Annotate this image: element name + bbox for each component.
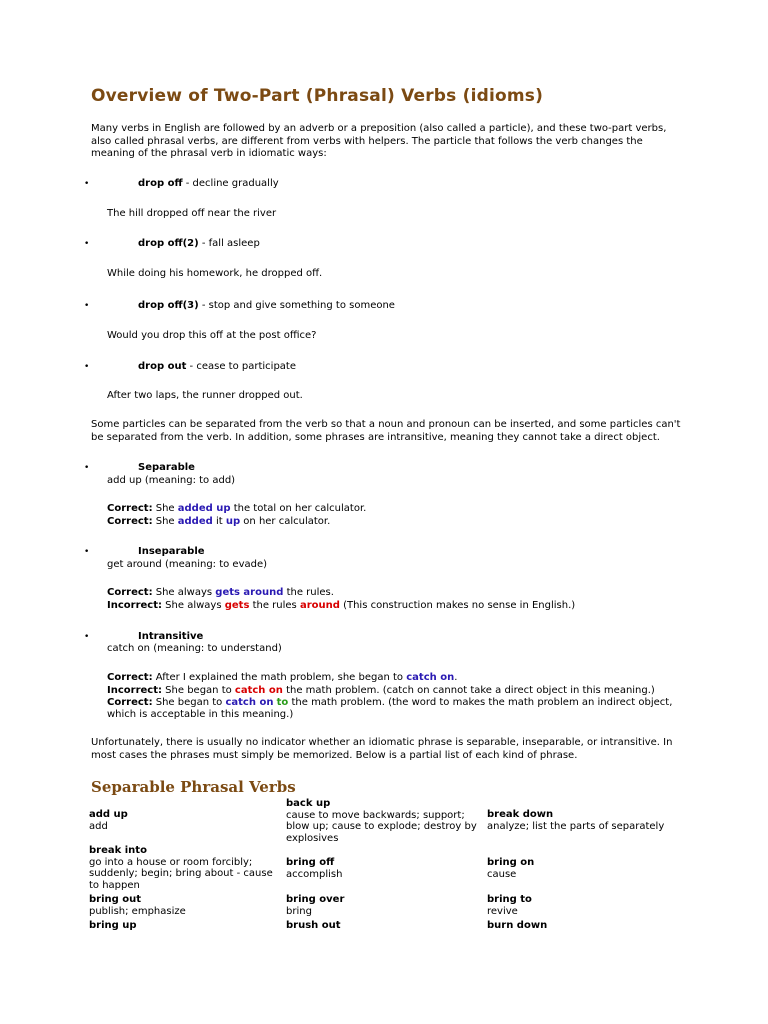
page-title: Overview of Two-Part (Phrasal) Verbs (idioms) bbox=[91, 86, 544, 106]
section-title: Separable Phrasal Verbs bbox=[91, 778, 296, 796]
verb-entry: bring up bbox=[89, 920, 137, 931]
example-sentence: Would you drop this off at the post office? bbox=[107, 330, 317, 341]
intransitive-correct: Correct: After I explained the math problem, she began to catch on. bbox=[107, 672, 458, 683]
verb-entry: break down analyze; list the parts of separately bbox=[487, 809, 665, 832]
example-meaning: - cease to participate bbox=[186, 361, 296, 372]
example-meaning: - fall asleep bbox=[198, 238, 260, 249]
example-item bbox=[138, 238, 260, 251]
separable-heading: Separable bbox=[138, 462, 195, 473]
verb-entry: burn down bbox=[487, 920, 548, 931]
verb-entry: add up add bbox=[89, 809, 128, 832]
example-sentence: After two laps, the runner dropped out. bbox=[107, 390, 303, 401]
bullet-icon: • bbox=[84, 239, 90, 249]
verb-entry: brush out bbox=[286, 920, 341, 931]
bullet-icon: • bbox=[84, 179, 90, 189]
example-term: drop off(3) bbox=[138, 300, 199, 311]
bullet-icon: • bbox=[84, 463, 90, 473]
example-meaning: - stop and give something to someone bbox=[198, 300, 395, 311]
intransitive-heading: Intransitive bbox=[138, 631, 204, 642]
verb-entry: bring on cause bbox=[487, 857, 535, 880]
separation-paragraph: Some particles can be separated from the verb so that a noun and pronoun can be inserted, and some particles can't be separated from the verb. In addition, some phrases are intransitive, meaning they cannot take a direct object. bbox=[91, 419, 681, 443]
intransitive-correct-2-continued: which is acceptable in this meaning.) bbox=[107, 709, 294, 720]
example-item bbox=[138, 300, 395, 313]
verb-entry: back up cause to move backwards; support; blow up; cause to explode; destroy by explosives bbox=[286, 798, 477, 844]
intransitive-correct-2: Correct: She began to catch on to the math problem. (the word to makes the math problem an indirect object, bbox=[107, 697, 673, 708]
example-item bbox=[138, 361, 296, 374]
bullet-icon: • bbox=[84, 362, 90, 372]
memorize-paragraph: Unfortunately, there is usually no indicator whether an idiomatic phrase is separable, inseparable, or intransitive. In most cases the phrases must simply be memorized. Below is a partial list of each kind of phrase. bbox=[91, 737, 673, 761]
example-item bbox=[138, 178, 279, 191]
verb-entry: bring to revive bbox=[487, 894, 532, 917]
separable-correct-2: Correct: She added it up on her calculator. bbox=[107, 516, 331, 527]
bullet-icon: • bbox=[84, 301, 90, 311]
inseparable-incorrect: Incorrect: She always gets the rules around (This construction makes no sense in English.) bbox=[107, 600, 576, 611]
separable-meaning: add up (meaning: to add) bbox=[107, 475, 236, 486]
example-meaning: - decline gradually bbox=[182, 178, 279, 189]
verb-entry: bring out publish; emphasize bbox=[89, 894, 186, 917]
example-term: drop off(2) bbox=[138, 238, 199, 249]
example-term: drop out bbox=[138, 361, 187, 372]
inseparable-correct: Correct: She always gets around the rules. bbox=[107, 587, 334, 598]
verb-entry: bring off accomplish bbox=[286, 857, 343, 880]
verb-entry: break into go into a house or room forcibly; suddenly; begin; bring about - cause to happen bbox=[89, 845, 273, 891]
verb-entry: bring over bring bbox=[286, 894, 345, 917]
bullet-icon: • bbox=[84, 632, 90, 642]
intro-paragraph: Many verbs in English are followed by an adverb or a preposition (also called a particle), and these two-part verbs, also called phrasal verbs, are different from verbs with helpers. The particle that follows the verb changes the meaning of the phrasal verb in idiomatic ways: bbox=[91, 123, 667, 159]
inseparable-heading: Inseparable bbox=[138, 546, 205, 557]
separable-correct-1: Correct: She added up the total on her calculator. bbox=[107, 503, 367, 514]
inseparable-meaning: get around (meaning: to evade) bbox=[107, 559, 268, 570]
example-sentence: The hill dropped off near the river bbox=[107, 208, 277, 219]
bullet-icon: • bbox=[84, 547, 90, 557]
intransitive-meaning: catch on (meaning: to understand) bbox=[107, 643, 282, 654]
intransitive-incorrect: Incorrect: She began to catch on the math problem. (catch on cannot take a direct object in this meaning.) bbox=[107, 685, 655, 696]
example-sentence: While doing his homework, he dropped off. bbox=[107, 268, 323, 279]
example-term: drop off bbox=[138, 178, 183, 189]
